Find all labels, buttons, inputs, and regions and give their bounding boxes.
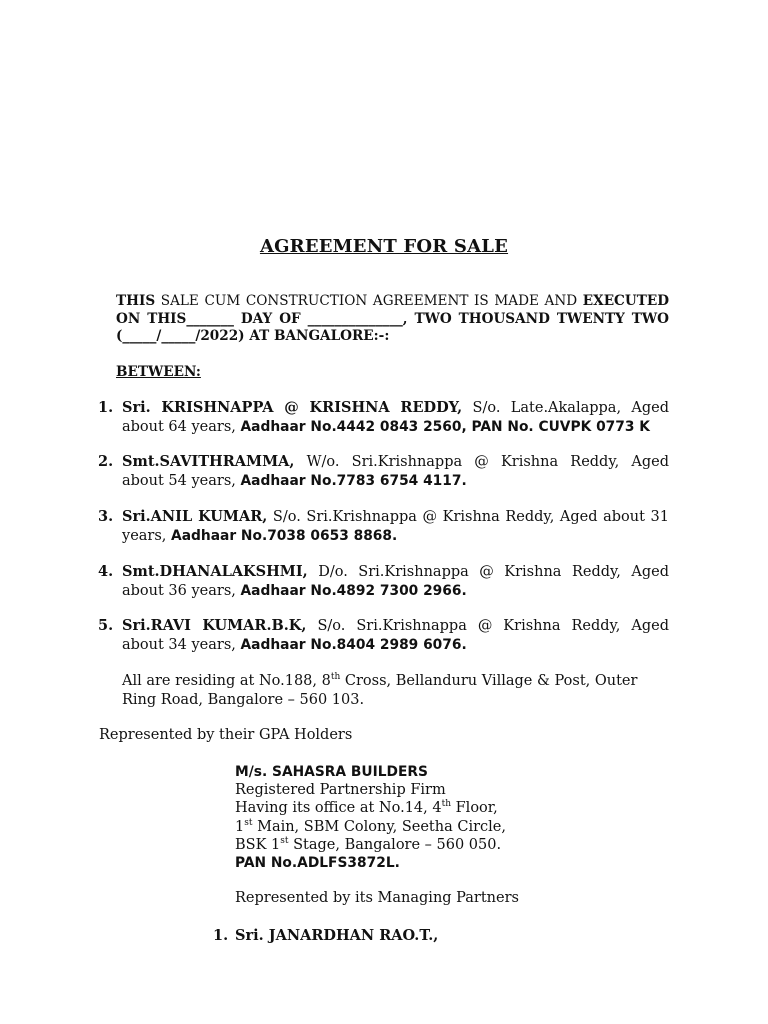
party-name: Sri.RAVI KUMAR.B.K, [122,617,307,634]
intro-executed: EXECUTED ON THIS_______ DAY OF ______________, TWO THOUSAND TWENTY TWO (_____/_____/2022) AT BANGALORE:-: [116,293,669,344]
party-item [98,563,669,600]
party-ids: Aadhaar No.8404 2989 6076. [240,636,467,653]
party-number: 1. [98,399,114,416]
builder-block [235,763,635,872]
office1-sup: th [441,799,452,810]
party-name: Smt.SAVITHRAMMA, [122,453,295,470]
builder-name: M/s. SAHASRA BUILDERS [235,764,428,780]
residing-text-end: Cross, Bellanduru Village & Post, Outer Ring Road, Bangalore – 560 103. [122,673,638,708]
party-relation: S/o. Sri.Krishnappa @ Krishna Reddy, Aged about 31 years, [122,509,669,544]
builder-office-line1 [235,799,635,817]
office1-text: Having its office at No.14, 4 [235,800,442,817]
party-relation: S/o. Sri.Krishnappa @ Krishna Reddy, Aged about 34 years, [122,618,670,653]
party-item [98,399,669,436]
builder-office-line3 [235,836,635,854]
party-ids: Aadhaar No.4442 0843 2560, PAN No. CUVPK 0773 K [240,418,650,435]
office3-text: BSK 1 [235,836,281,853]
party-relation: S/o. Late.Akalappa, Aged about 64 years, [122,400,669,435]
office2-text: 1 [235,818,245,835]
residing-paragraph [122,672,669,709]
party-name: Smt.DHANALAKSHMI, [122,563,308,580]
party-number: 4. [98,563,114,580]
builder-pan: PAN No.ADLFS3872L. [235,855,400,872]
represented-by-text: Represented by their GPA Holders [99,727,353,743]
document-title: AGREEMENT FOR SALE [259,236,509,257]
party-name: Sri. KRISHNAPPA @ KRISHNA REDDY, [122,399,463,416]
office3-sup: st [280,835,289,846]
party-item [98,617,670,654]
party-number: 5. [98,617,114,634]
partner-name: Sri. JANARDHAN RAO.T., [235,927,439,944]
party-number: 2. [98,453,114,470]
partner-item [213,927,438,944]
party-ids: Aadhaar No.7783 6754 4117. [240,472,467,489]
party-number: 3. [98,508,114,525]
builder-type: Registered Partnership Firm [235,782,446,799]
party-ids: Aadhaar No.7038 0653 8868. [171,527,398,544]
intro-text: SALE CUM CONSTRUCTION AGREEMENT IS MADE AND [155,293,583,309]
office2-sup: st [244,817,253,828]
office3-end: Stage, Bangalore – 560 050. [288,836,502,853]
party-item [98,453,669,490]
residing-sup: th [330,672,341,683]
partner-number: 1. [213,927,229,944]
residing-text: All are residing at No.188, 8 [122,673,331,689]
party-item [98,508,669,545]
intro-this: THIS [116,293,156,309]
partners-label: Represented by its Managing Partners [235,890,519,906]
party-name: Sri.ANIL KUMAR, [122,508,268,525]
office2-end: Main, SBM Colony, Seetha Circle, [252,818,506,835]
party-relation: W/o. Sri.Krishnappa @ Krishna Reddy, Aged about 54 years, [122,454,669,489]
builder-office-line2 [235,818,635,836]
office1-end: Floor, [451,800,498,817]
between-heading: BETWEEN: [116,364,201,380]
intro-paragraph [116,293,669,346]
party-ids: Aadhaar No.4892 7300 2966. [240,582,467,599]
party-relation: D/o. Sri.Krishnappa @ Krishna Reddy, Aged about 36 years, [122,564,669,599]
